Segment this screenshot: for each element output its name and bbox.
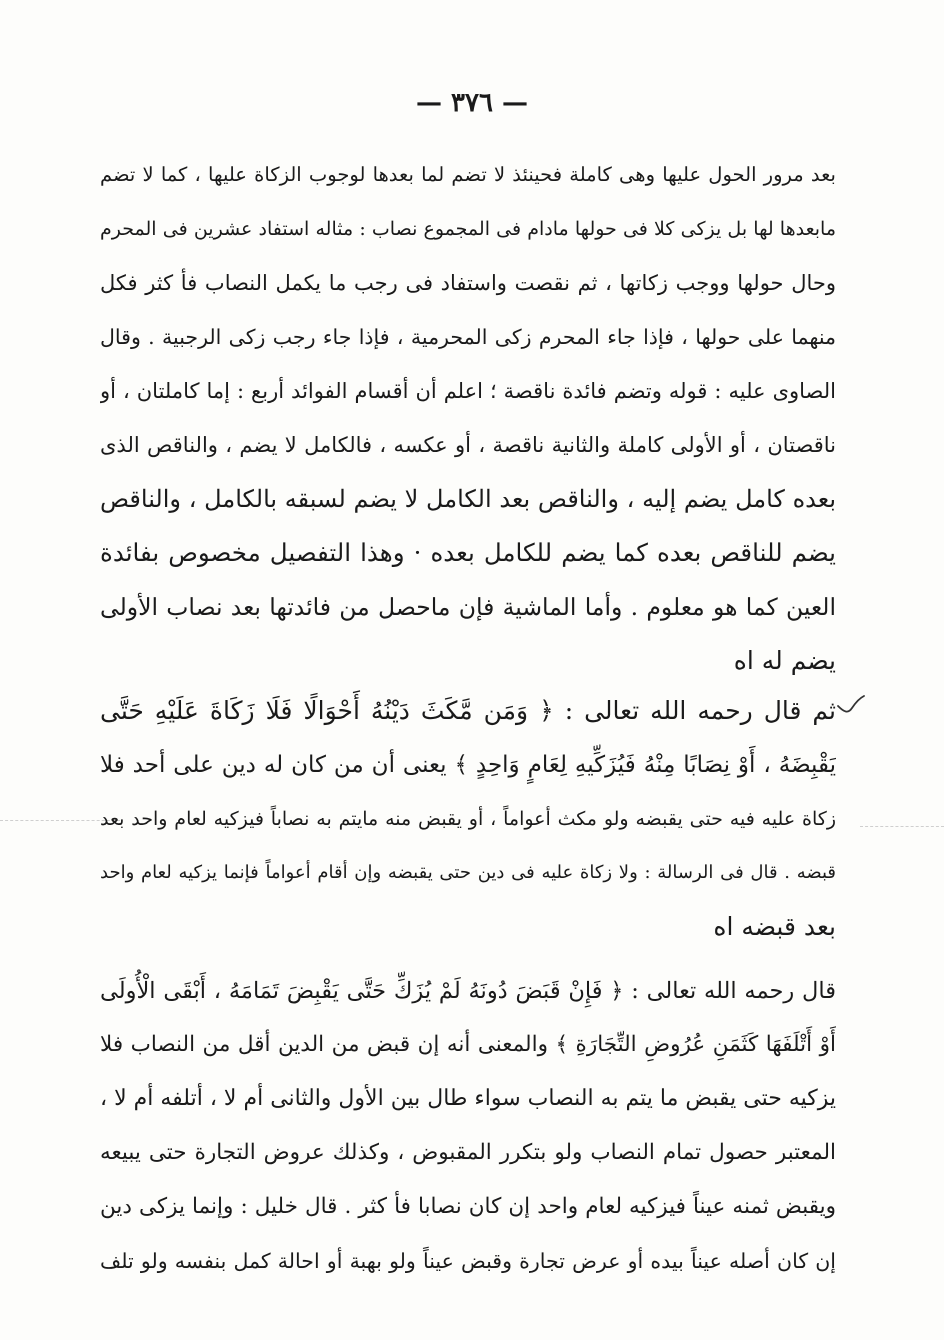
text-line: يزكيه حتى يقبض ما يتم به النصاب سواء طال بين الأول والثانى أم لا ، أتلفه أم لا ،	[100, 1086, 836, 1111]
text-line: قبضه . قال فى الرسالة : ولا زكاة عليه فى دين حتى يقبضه وإن أقام أعواماً فإنما يزكيه لعام واحد	[100, 862, 836, 883]
text-line: ثم قال رحمه الله تعالى : ﴿ وَمَن مَّكَثَ دَيْنُهُ أَحْوَالًا فَلَا زَكَاةَ عَلَيْهِ حَتَّى	[100, 696, 836, 725]
text-line: مابعدها لها بل يزكى كلا فى حولها مادام فى المجموع نصاب : مثاله استفاد عشرين فى المحرم	[100, 218, 836, 240]
text-line: بعد قبضه اه	[713, 912, 836, 941]
text-line: يضم للناقص بعده كما يضم للكامل بعده · وهذا التفصيل مخصوص بفائدة	[100, 538, 836, 567]
text-line: يضم له اه	[733, 646, 836, 675]
text-line: ويقبض ثمنه عيناً فيزكيه لعام واحد إن كان نصابا فأ كثر . قال خليل : وإنما يزكى دين	[100, 1194, 836, 1219]
text-line: زكاة عليه فيه حتى يقبضه ولو مكث أعواماً ، أو يقبض منه مايتم به نصاباً فيزكيه لعام واحد بعد	[100, 808, 836, 830]
text-line: ناقصتان ، أو الأولى كاملة والثانية ناقصة ، أو عكسه ، فالكامل لا يضم ، والناقص الذى	[100, 433, 836, 457]
text-line: يَقْبِضَهُ ، أَوْ نِصَابًا مِنْهُ فَيُزَكِّيهِ لِعَامٍ وَاحِدٍ ﴾ يعنى أن من كان له دين على أحد فلا	[100, 752, 836, 778]
scan-artifact-right	[860, 826, 944, 827]
paragraph-zakat-dayn	[100, 684, 836, 954]
text-line: وحال حولها ووجب زكاتها ، ثم نقصت واستفاد فى رجب ما يكمل النصاب فأ كثر فكل	[100, 271, 836, 295]
text-line: بعد مرور الحول عليها وهى كاملة فحينئذ لا تضم لما بعدها لوجوب الزكاة عليها ، كما لا تضم	[100, 163, 836, 186]
paragraph-zakat-fawaid	[100, 148, 836, 688]
text-line: بعده كامل يضم إليه ، والناقص بعد الكامل لا يضم لسبقه بالكامل ، والناقص	[100, 485, 836, 513]
text-line: الصاوى عليه : قوله وتضم فائدة ناقصة ؛ اعلم أن أقسام الفوائد أربع : إما كاملتان ، أو	[100, 379, 836, 403]
text-line: أَوْ أَتْلَفَهَا كَثَمَنِ عُرُوضِ التِّجَارَةِ ﴾ والمعنى أنه إن قبض من الدين أقل من النصاب فلا	[100, 1032, 836, 1057]
margin-check-mark-icon	[836, 692, 866, 722]
page-number: — ٣٧٦ —	[415, 88, 529, 118]
text-line: المعتبر حصول تمام النصاب ولو بتكرر المقبوض ، وكذلك عروض التجارة حتى يبيعه	[100, 1140, 836, 1165]
paragraph-qabd-dunahu	[100, 964, 836, 1288]
text-line: العين كما هو معلوم . وأما الماشية فإن ماحصل من فائدتها بعد نصاب الأولى	[100, 593, 836, 621]
text-line: إن كان أصله عيناً بيده أو عرض تجارة وقبض عيناً ولو بهبة أو احالة كمل بنفسه ولو تلف	[100, 1249, 836, 1273]
text-line: منهما على حولها ، فإذا جاء المحرم زكى المحرمية ، فإذا جاء رجب زكى الرجبية . وقال	[100, 325, 836, 349]
text-line: قال رحمه الله تعالى : ﴿ فَإِنْ قَبَضَ دُونَهُ لَمْ يُزَكِّ حَتَّى يَقْبِضَ تَمَامَهُ ، أَبْقَى الْأُولَى	[100, 978, 836, 1004]
